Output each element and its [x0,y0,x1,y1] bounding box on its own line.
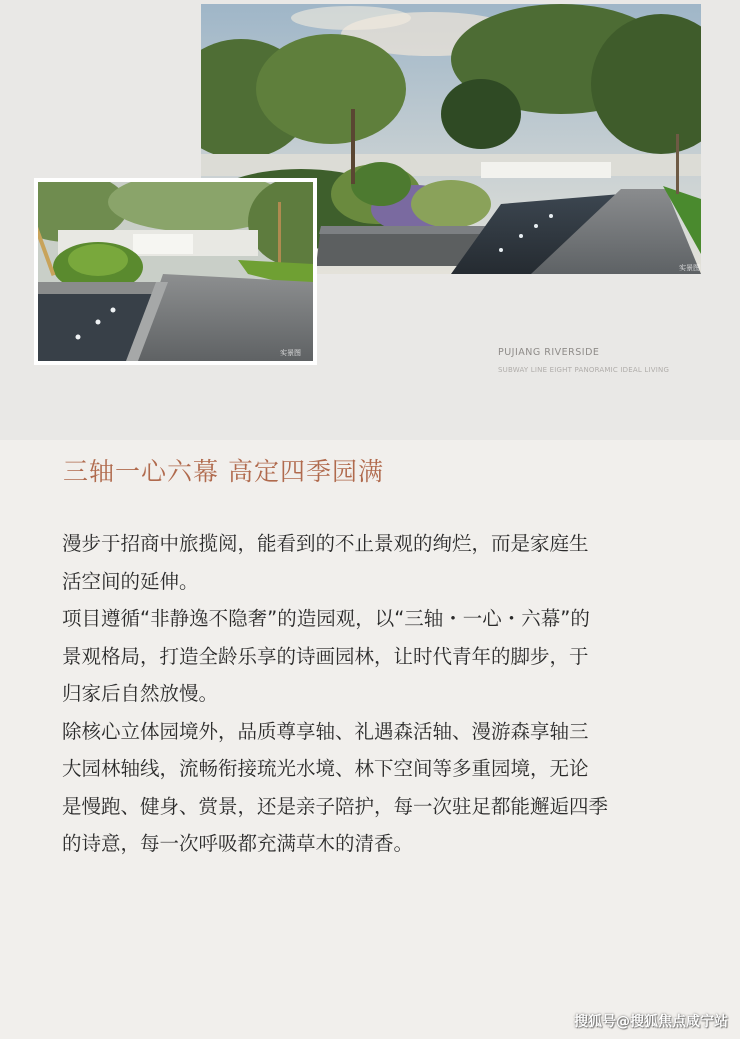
source-watermark: 搜狐号@搜狐焦点咸宁站 [574,1014,728,1030]
article-body [62,525,686,863]
body-line: 归家后自然放慢。 [62,682,219,705]
body-line: 的诗意，每一次呼吸都充满草木的清香。 [62,832,414,855]
article-headline: 三轴一心六幕 高定四季园满 [63,457,384,486]
large-photo-caption: 实景图 [679,264,700,272]
body-line: 漫步于招商中旅揽阅，能看到的不止景观的绚烂，而是家庭生 [62,532,589,555]
brand-subtitle: SUBWAY LINE EIGHT PANORAMIC IDEAL LIVING [498,366,670,374]
body-line: 活空间的延伸。 [62,569,199,593]
body-line: 项目遵循“非静逸不隐奢”的造园观，以“三轴・一心・六幕”的 [62,607,590,630]
body-line: 除核心立体园境外，品质尊享轴、礼遇森活轴、漫游森享轴三 [62,719,589,743]
garden-illustration-small [38,182,313,361]
body-line: 是慢跑、健身、赏景，还是亲子陪护，每一次驻足都能邂逅四季 [62,794,609,818]
small-photo-caption: 实景图 [280,349,301,357]
body-line: 大园林轴线，流畅衔接琉光水境、林下空间等多重园境，无论 [62,757,589,780]
brand-title: PUJIANG RIVERSIDE [498,347,600,358]
landscape-photo-small [34,178,317,365]
body-line: 景观格局，打造全龄乐享的诗画园林，让时代青年的脚步，于 [62,644,589,668]
